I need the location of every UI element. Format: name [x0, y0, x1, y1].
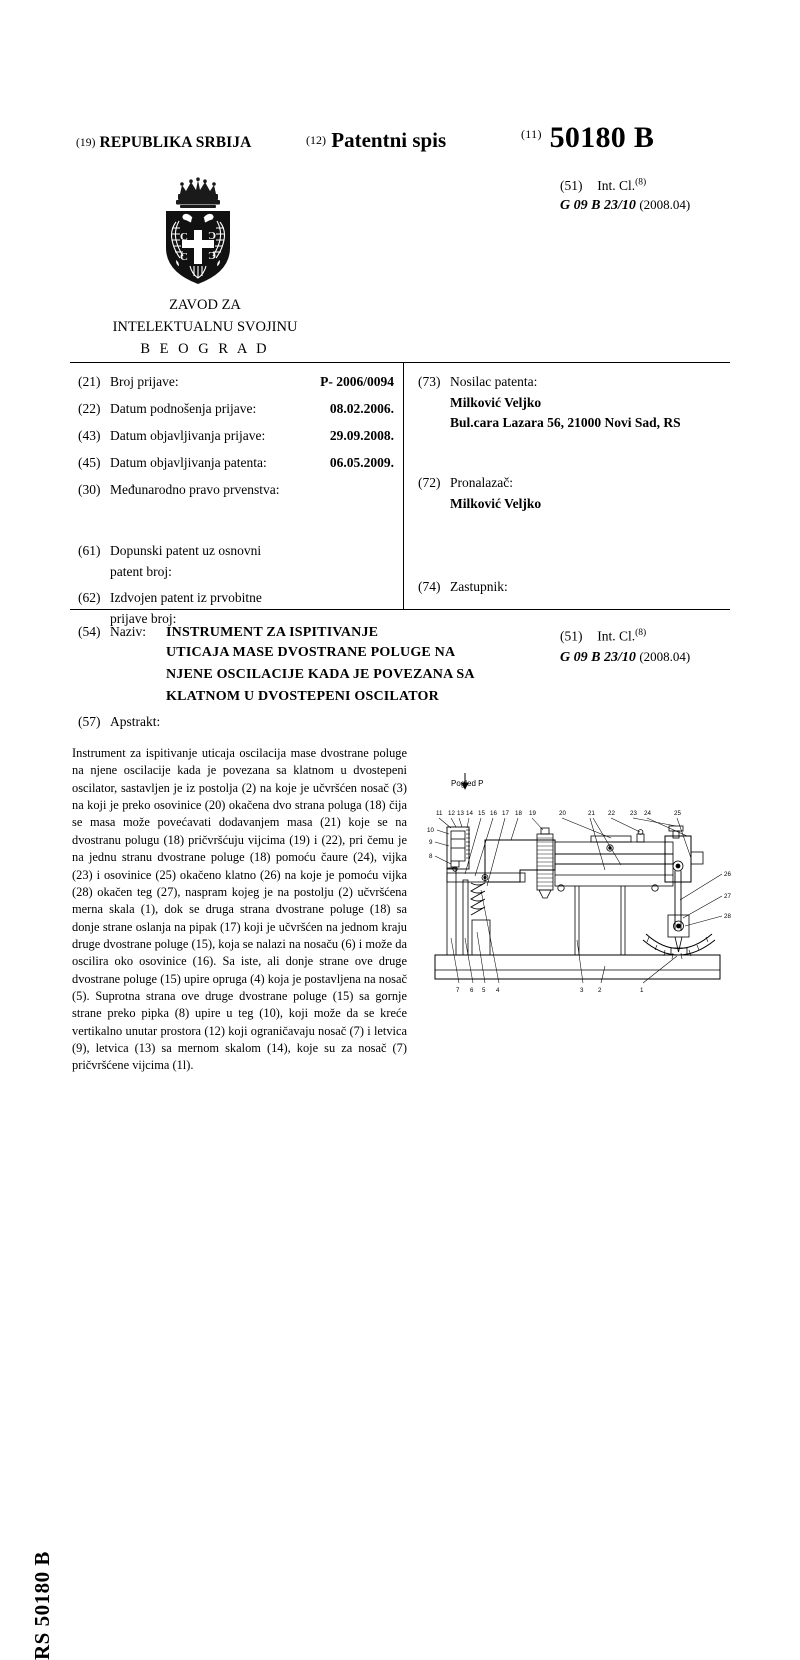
international-classification-top	[560, 176, 690, 216]
inid-code-51-top: (51)	[560, 178, 583, 193]
callout-24: 24	[644, 810, 651, 817]
biblio-label-72: Pronalazač:	[450, 475, 513, 491]
intcl-code-row-top	[560, 196, 690, 216]
side-patent-code: RS 50180 B	[30, 1551, 54, 1660]
office-line-3: B E O G R A D	[140, 340, 270, 357]
patent-holder-address: Bul.cara Lazara 56, 21000 Novi Sad, RS	[450, 415, 681, 431]
biblio-right-gap-2	[418, 521, 718, 555]
callout-6: 6	[470, 987, 474, 994]
inventor-name: Milković Veljko	[450, 496, 542, 512]
figure-view-label: Pogled P	[451, 779, 484, 788]
weight-housing	[447, 827, 470, 871]
country-name: REPUBLIKA SRBIJA	[99, 134, 252, 151]
svg-text:C: C	[208, 229, 216, 241]
callout-22: 22	[608, 810, 615, 817]
inid-code-54: (54)	[78, 624, 101, 639]
callout-leaders	[435, 818, 722, 983]
callout-7: 7	[456, 987, 460, 994]
spring-support	[472, 920, 490, 955]
office-line-1: ZAVOD ZA	[169, 297, 241, 313]
title-line-1: INSTRUMENT ZA ISPITIVANJE	[166, 625, 379, 640]
inid-code-12: (12)	[306, 133, 326, 147]
doc-type-heading	[306, 128, 446, 153]
callout-20: 20	[559, 810, 566, 817]
title-first-row	[78, 624, 498, 641]
title-line-4: KLATNOM U DVOSTEPENI OSCILATOR	[166, 689, 439, 704]
biblio-label-22: Datum podnošenja prijave:	[110, 400, 257, 416]
middle-supports	[558, 885, 658, 955]
callout-8: 8	[429, 853, 433, 860]
callout-25: 25	[674, 810, 681, 817]
intcl-label-row	[560, 176, 690, 196]
biblio-row-21	[78, 372, 396, 393]
intcl-label-mid: Int. Cl.	[597, 628, 636, 644]
callout-5: 5	[482, 987, 486, 994]
horizontal-beam	[555, 836, 673, 886]
biblio-value-45: 06.05.2009.	[329, 454, 394, 470]
hatched-column	[537, 828, 553, 898]
issuing-office	[60, 295, 350, 360]
biblio-label-62: Izdvojen patent iz prvobitne	[110, 590, 262, 606]
biblio-row-30	[78, 480, 396, 501]
biblio-row-61	[78, 541, 396, 583]
intcl-edition-top: (8)	[635, 177, 647, 188]
inid-code-45: (45)	[78, 454, 101, 470]
left-support-column	[447, 868, 468, 955]
country-heading	[76, 134, 251, 152]
bibliographic-data-table	[70, 362, 730, 627]
biblio-left-column	[78, 372, 396, 636]
callout-13: 13	[457, 810, 464, 817]
callout-10: 10	[427, 827, 434, 834]
bolt-22	[637, 830, 644, 842]
callout-1: 1	[640, 987, 644, 994]
inid-code-74: (74)	[418, 578, 441, 594]
inid-code-22: (22)	[78, 400, 101, 416]
biblio-right-gap-1	[418, 439, 718, 473]
document-header	[0, 121, 800, 170]
biblio-label-61-cont: patent broj:	[110, 563, 172, 579]
patent-number-heading	[521, 121, 654, 155]
biblio-label-21: Broj prijave:	[110, 374, 179, 389]
title-word-label: Naziv:	[110, 624, 146, 639]
callout-15: 15	[478, 810, 485, 817]
intcl-edition-mid: (8)	[635, 628, 647, 638]
biblio-label-62-cont: prijave broj:	[110, 611, 177, 627]
biblio-value-22: 08.02.2006.	[329, 400, 394, 416]
inid-code-61: (61)	[78, 542, 101, 558]
biblio-label-73: Nosilac patenta:	[450, 374, 538, 389]
serbian-coat-of-arms-icon	[146, 178, 250, 290]
intcl-classification-mid: G 09 B 23/10	[560, 649, 636, 665]
biblio-value-43: 29.09.2008.	[329, 427, 394, 443]
biblio-label-30: Međunarodno pravo prvenstva:	[110, 481, 280, 497]
inid-code-30: (30)	[78, 481, 101, 497]
main-lever-body	[485, 840, 555, 882]
title-remaining-lines	[78, 642, 498, 707]
callout-12: 12	[448, 810, 455, 817]
intcl-version-top: (2008.04)	[639, 196, 691, 212]
callout-28: 28	[724, 913, 731, 920]
inid-code-72: (72)	[418, 475, 441, 491]
international-classification-mid	[560, 626, 690, 668]
abstract-label: Apstrakt:	[110, 714, 161, 729]
callout-17: 17	[502, 810, 509, 817]
biblio-row-22	[78, 399, 396, 420]
intcl-classification-top: G 09 B 23/10	[560, 197, 636, 213]
inid-code-57: (57)	[78, 714, 101, 729]
table-column-divider	[403, 363, 404, 609]
callout-23: 23	[630, 810, 637, 817]
inid-code-11: (11)	[521, 127, 542, 141]
callout-4: 4	[496, 987, 500, 994]
biblio-right-gap-3	[418, 555, 718, 577]
patent-number: 50180 B	[549, 121, 655, 154]
intcl-code-row-mid	[560, 647, 690, 668]
callout-2: 2	[598, 987, 602, 994]
patent-holder-name: Milković Veljko	[450, 394, 542, 410]
inid-code-43: (43)	[78, 427, 101, 443]
inid-code-73: (73)	[418, 374, 441, 389]
callout-27: 27	[724, 893, 731, 900]
biblio-row-74	[418, 577, 718, 598]
svg-text:C: C	[180, 251, 188, 263]
invention-title-block	[78, 624, 498, 707]
biblio-row-43	[78, 426, 396, 447]
biblio-label-43: Datum objavljivanja prijave:	[110, 427, 266, 443]
biblio-row-73	[418, 372, 718, 433]
biblio-label-61: Dopunski patent uz osnovni	[110, 542, 262, 558]
title-line-3: NJENE OSCILACIJE KADA JE POVEZANA SA	[166, 667, 475, 682]
inid-code-51-mid: (51)	[560, 628, 583, 644]
callout-19: 19	[529, 810, 536, 817]
callout-16: 16	[490, 810, 497, 817]
title-line-2: UTICAJA MASE DVOSTRANE POLUGE NA	[166, 645, 456, 660]
abstract-text: Instrument za ispitivanje uticaja oscilacija mase dvostrane poluge na njene oscilacije kada je povezana sa klatnom u dvostepeni oscilator, sastavljen je iz postolja (2) na koje je učvršćen nosač (3) na koji je preko osovinice (20) okačena dvo strana poluga (18) čija se masa može povećavati dodavanjem masa (21) koje se na dvostranu polugu (18) pričvršćuju vijcima (19) i (22), pri čemu je na jednu stranu dvostrane poluge (18) pomoću čaure (24), vijka (23) i osovinice (25) okačeno klatno (26) na koje je pomoću vijka (28) okačen teg (27), naspram kojeg je na postolju (2) učvršćena merna skala (1), dok se druga strana dvostrane poluge (18) sa donje strane oslanja na pipak (17) koji je učvršćen na jednom kraju druge dvostrane poluge (15), koja se nalazi na nosaču (6) i može da oscilira oko osovinice (16). Sa iste, ali donje strane ove druge dvostrane poluge (15) upire opruga (4) koja je postavljena na nosač (5). Suprotna strana ove druge dvostrane poluge (15) sa gornje strane preko pipka (8) upire u teg (10), koji može da se kreće vertikalno unutar prostora (12) koji ograničavaju nosač (7) i letvica (9), letvica (13) sa mernom skalom (14), koje su za nosač (7) pričvršćene vijcima (1l).	[72, 746, 407, 1073]
callout-21: 21	[588, 810, 595, 817]
intcl-label-top: Int. Cl.	[597, 178, 636, 193]
callout-14: 14	[466, 810, 473, 817]
technical-drawing-figure	[425, 770, 745, 1000]
inid-code-19: (19)	[76, 137, 96, 149]
biblio-row-72	[418, 473, 718, 514]
doc-type-label: Patentni spis	[331, 128, 447, 152]
callout-11: 11	[436, 810, 443, 817]
biblio-label-45: Datum objavljivanja patenta:	[110, 454, 267, 470]
office-line-2: INTELEKTUALNU SVOJINU	[112, 318, 298, 335]
callout-18: 18	[515, 810, 522, 817]
abstract-heading	[78, 714, 160, 730]
lower-lever	[447, 873, 525, 882]
side-patent-code-wrapper	[22, 840, 62, 1660]
callout-26: 26	[724, 871, 731, 878]
callout-9: 9	[429, 839, 433, 846]
intcl-label-row-mid	[560, 626, 690, 647]
biblio-value-21: P- 2006/0094	[320, 374, 394, 389]
svg-text:C: C	[180, 231, 188, 243]
inid-code-21: (21)	[78, 374, 101, 389]
biblio-label-74: Zastupnik:	[450, 578, 508, 594]
biblio-right-column	[418, 372, 718, 604]
biblio-left-gap	[78, 507, 396, 541]
base-plate	[435, 955, 720, 979]
svg-text:C: C	[208, 249, 216, 261]
callout-3: 3	[580, 987, 584, 994]
inid-code-62: (62)	[78, 590, 101, 606]
intcl-version-mid: (2008.04)	[639, 648, 691, 664]
biblio-row-45	[78, 453, 396, 474]
